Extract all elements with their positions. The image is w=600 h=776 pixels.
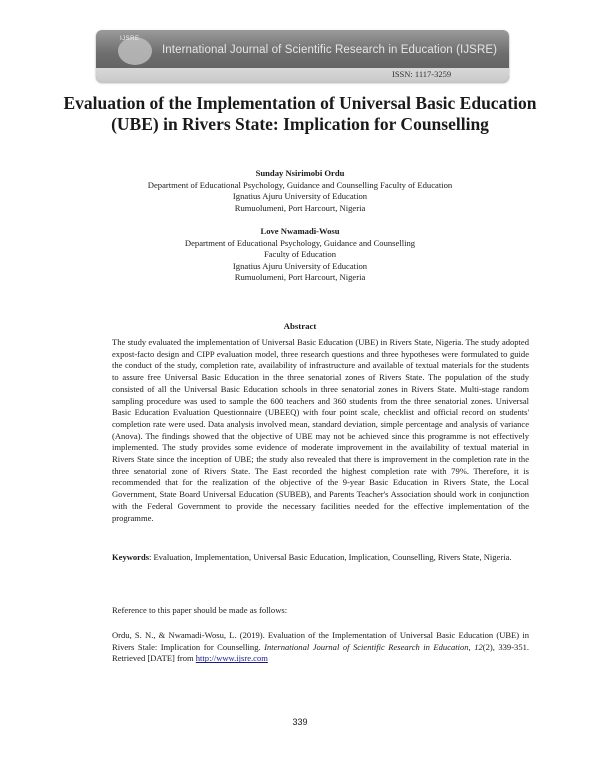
journal-name: International Journal of Scientific Research in Education (IJSRE) bbox=[162, 44, 498, 56]
abstract-text: The study evaluated the implementation of Universal Basic Education (UBE) in Rivers State, Nigeria. The study adopted expost-facto design and CIPP evaluation model, three research questions and three hypotheses were formulated to guide the conduct of the study, completion rate, availability of infrastructure and available of textual materials for the students to assure free Universal Basic Education in the three senatorial zones of Rivers State. The population of the study consisted of all the Universal Basic Education schools in three senatorial zones in Rivers State. Multi-stage random sampling procedure was used to sample the 600 teachers and 360 students from the three senatorial zones. Universal Basic Education Evaluation Questionnaire (UBEEQ) with four point scale, checklist and official record on students' completion rate were used. Data analysis involved mean, standard deviation, simple percentage and analysis of variance (Anova). The findings showed that the objective of UBE may not be achieved since this programme is not effectively implemented. The study provides some evidence of moderate improvement in the availability of textual material in Rivers State since the inception of UBE; the study also revealed that there is improvement in the completion rate in the three senatorial zone of Rivers State. The East recorded the highest completion rate with 79%. Therefore, it is recommended that for the realization of the objective of the 9-year Basic Education in Rivers State, the Local Government, State Board Universal Education (SUBEB), and Parents Teacher's Association should work in conjunction with the Federal Government to provide the necessary facilities needed for the effective implementation of the programme. bbox=[112, 337, 529, 523]
keywords-label: Keywords bbox=[112, 552, 150, 562]
author-affiliation-line: Rumuolumeni, Port Harcourt, Nigeria bbox=[234, 202, 366, 213]
author-affiliation-line: Rumuolumeni, Port Harcourt, Nigeria bbox=[234, 272, 366, 283]
citation-text: Ordu, S. N., & Nwamadi-Wosu, L. (2019). Evaluation of the Implementation of Universal Basic Education (UBE) in Rivers Stale: Implication for Counselling. bbox=[112, 630, 529, 652]
paper-title: Evaluation of the Implementation of Universal Basic Education (UBE) in Rivers State: Implication for Counselling bbox=[63, 93, 537, 134]
author-affiliation-line: Ignatius Ajuru University of Education bbox=[232, 191, 368, 202]
author-affiliation-line: Department of Educational Psychology, Guidance and Counselling bbox=[184, 237, 416, 248]
reference-citation bbox=[112, 630, 529, 665]
author-block-1 bbox=[60, 168, 540, 214]
author-name: Love Nwamadi-Wosu bbox=[260, 226, 340, 236]
reference-intro: Reference to this paper should be made as follows: bbox=[112, 605, 288, 615]
page-number: 339 bbox=[292, 717, 308, 727]
issn: ISSN: 1117-3259 bbox=[392, 69, 452, 79]
author-block-2 bbox=[60, 226, 540, 284]
journal-banner bbox=[96, 30, 509, 82]
citation-journal: International Journal of Scientific Research in Education, 12 bbox=[264, 641, 483, 652]
abstract-heading: Abstract bbox=[283, 321, 317, 331]
author-affiliation-line: Faculty of Education bbox=[263, 249, 337, 260]
keywords-text: : Evaluation, Implementation, Universal Basic Education, Implication, Counselling, Rivers State, Nigeria. bbox=[149, 552, 512, 562]
author-affiliation-line: Department of Educational Psychology, Guidance and Counselling Faculty of Education bbox=[147, 179, 453, 190]
author-name: Sunday Nsirimobi Ordu bbox=[255, 168, 345, 178]
keywords bbox=[112, 552, 529, 564]
citation-issue: (2), 339-351. Retrieved [DATE] from bbox=[112, 641, 529, 664]
journal-url-link[interactable]: http://www.ijsre.com bbox=[195, 653, 268, 664]
journal-logo-text: IJSRE bbox=[120, 36, 140, 42]
author-affiliation-line: Ignatius Ajuru University of Education bbox=[232, 260, 368, 271]
